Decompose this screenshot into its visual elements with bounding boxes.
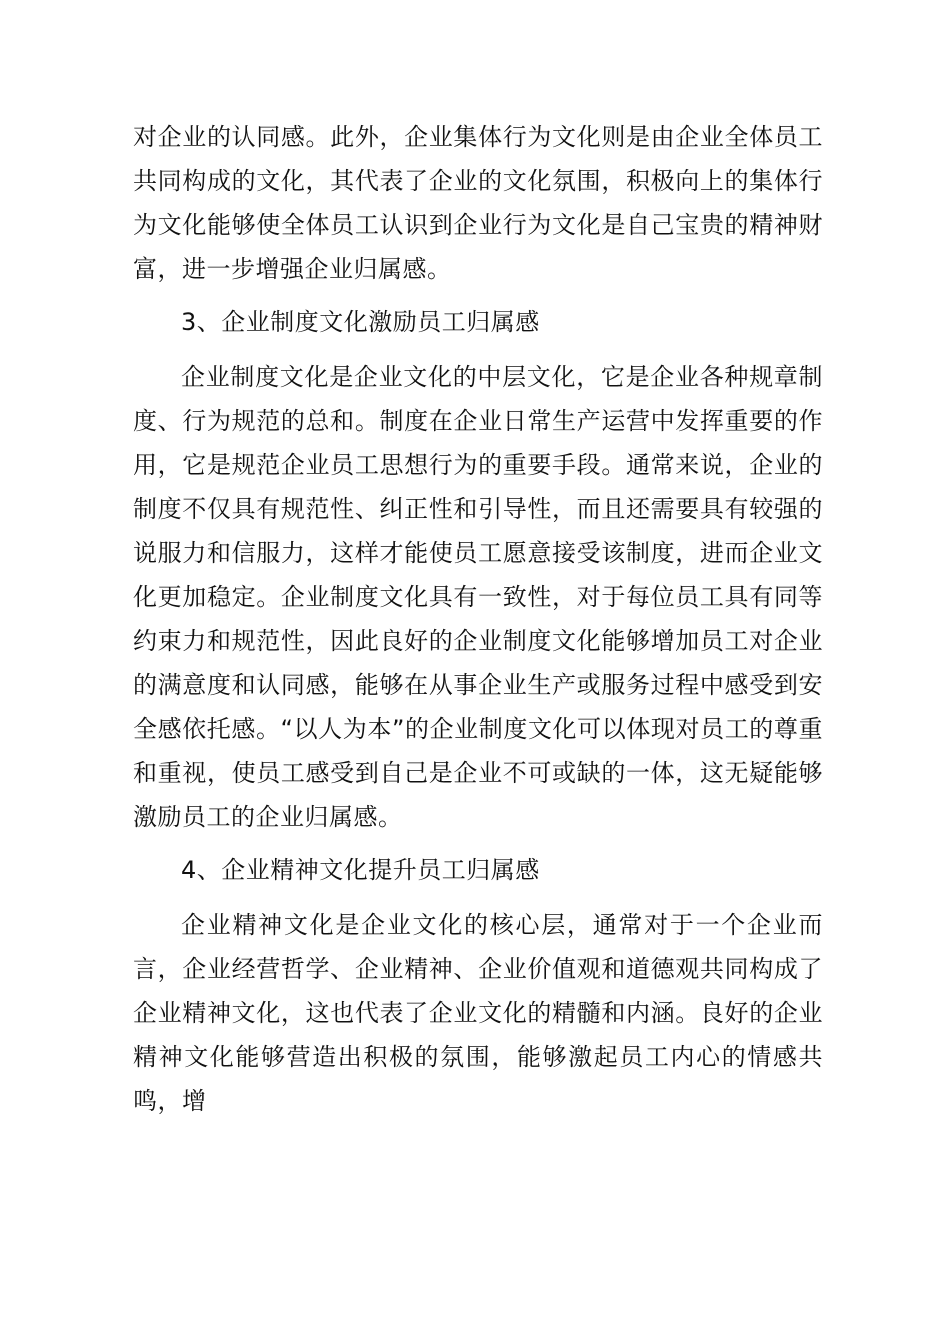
paragraph-spiritual-culture: 企业精神文化是企业文化的核心层，通常对于一个企业而言，企业经营哲学、企业精神、企业价值观和道德观共同构成了企业精神文化，这也代表了企业文化的精髓和内涵。良好的企业精神文化能够营造出积极的氛围，能够激起员工内心的情感共鸣，增: [133, 911, 823, 1115]
section-heading-4: 4、企业精神文化提升员工归属感: [181, 856, 540, 884]
document-body: [133, 115, 823, 1132]
paragraph-continuation: 对企业的认同感。此外，企业集体行为文化则是由企业全体员工共同构成的文化，其代表了企业的文化氛围，积极向上的集体行为文化能够使全体员工认识到企业行为文化是自己宝贵的精神财富，进一步增强企业归属感。: [133, 123, 823, 283]
section-heading-3: 3、企业制度文化激励员工归属感: [181, 308, 540, 336]
paragraph-institutional-culture: 企业制度文化是企业文化的中层文化，它是企业各种规章制度、行为规范的总和。制度在企业日常生产运营中发挥重要的作用，它是规范企业员工思想行为的重要手段。通常来说，企业的制度不仅具有规范性、纠正性和引导性，而且还需要具有较强的说服力和信服力，这样才能使员工愿意接受该制度，进而企业文化更加稳定。企业制度文化具有一致性，对于每位员工具有同等约束力和规范性，因此良好的企业制度文化能够增加员工对企业的满意度和认同感，能够在从事企业生产或服务过程中感受到安全感依托感。“以人为本”的企业制度文化可以体现对员工的尊重和重视，使员工感受到自己是企业不可或缺的一体，这无疑能够激励员工的企业归属感。: [133, 363, 823, 831]
